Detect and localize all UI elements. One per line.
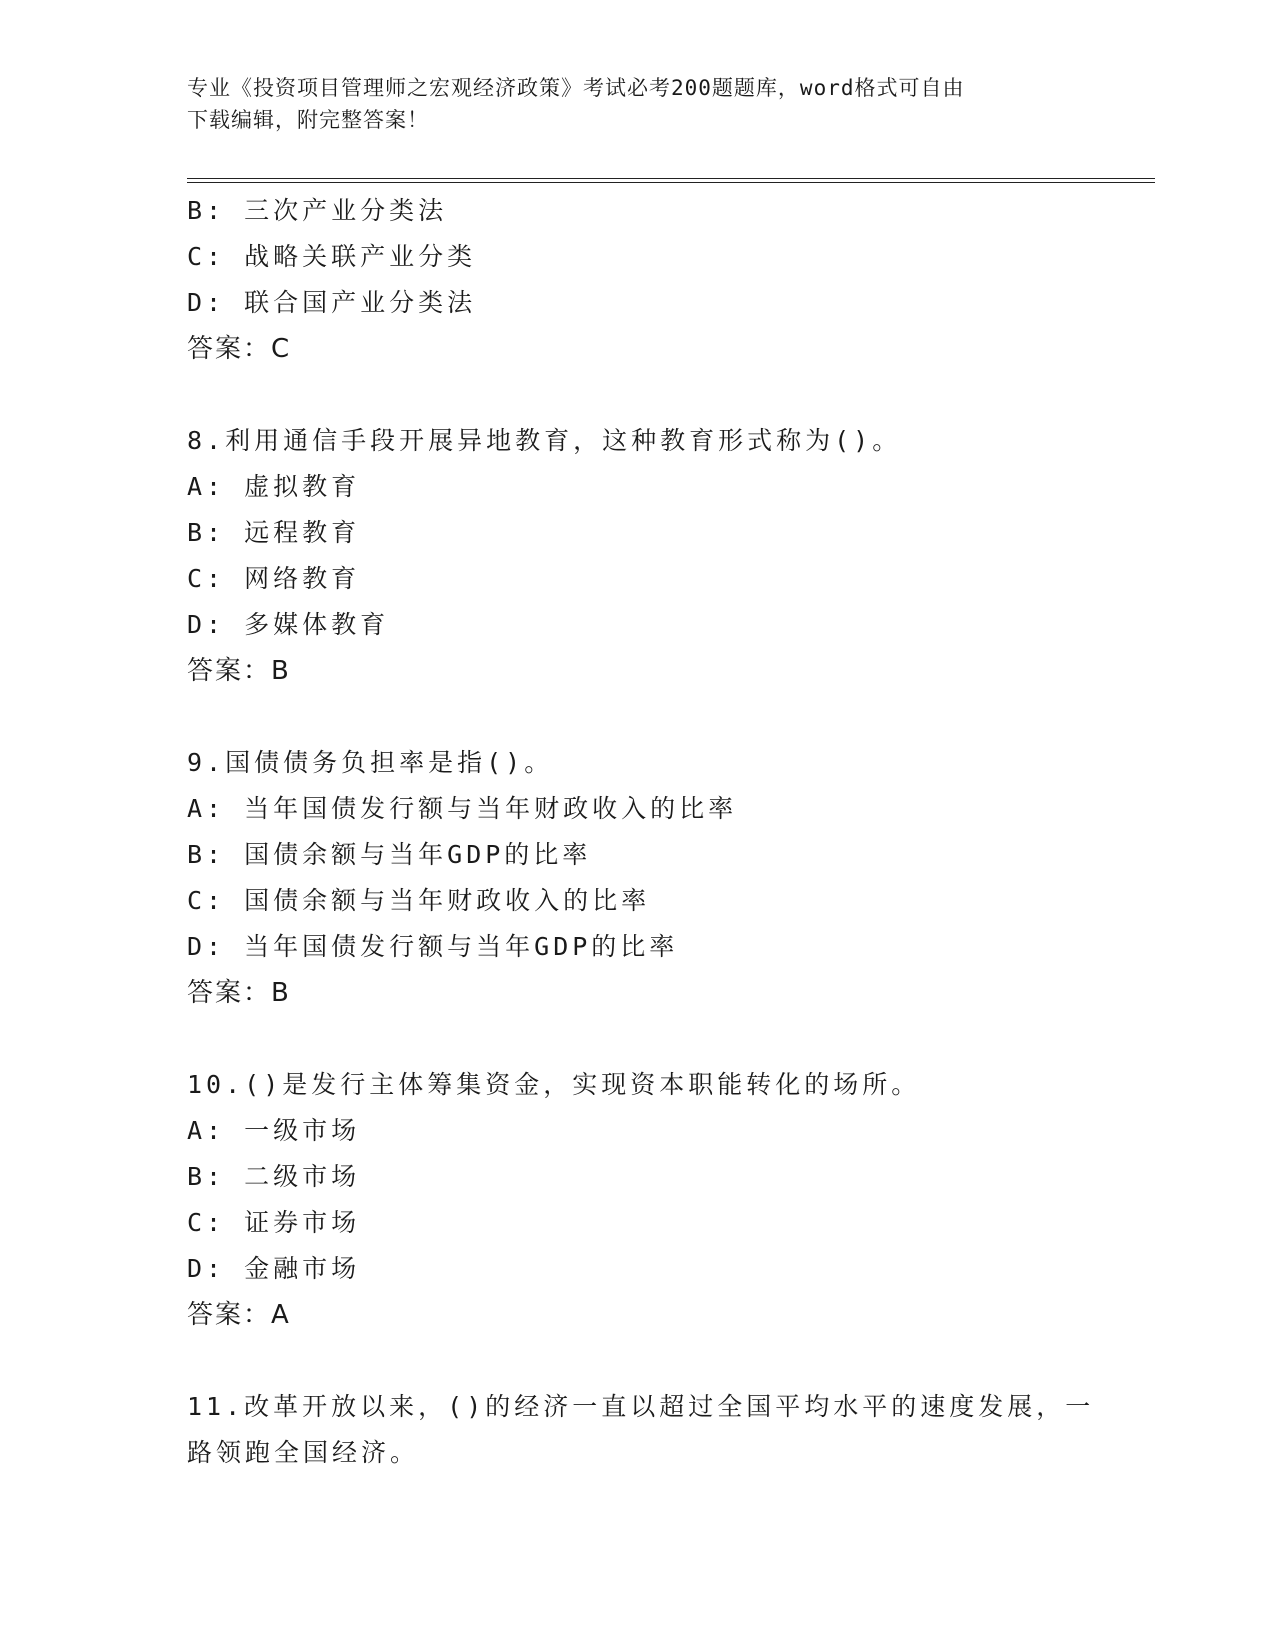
- question-stem-line-1: 11.改革开放以来，()的经济一直以超过全国平均水平的速度发展，一: [187, 1392, 1095, 1421]
- option-c: C: 证券市场: [187, 1208, 361, 1237]
- question-stem: 10.()是发行主体筹集资金，实现资本职能转化的场所。: [187, 1070, 921, 1099]
- option-a: A: 当年国债发行额与当年财政收入的比率: [187, 794, 738, 823]
- option-b: B: 三次产业分类法: [187, 196, 448, 225]
- option-a: A: 一级市场: [187, 1116, 361, 1145]
- document-header: [187, 72, 1067, 136]
- question-stem: 8.利用通信手段开展异地教育，这种教育形式称为()。: [187, 426, 902, 455]
- option-d: D: 多媒体教育: [187, 610, 390, 639]
- option-d: D: 联合国产业分类法: [187, 288, 477, 317]
- question-stem-line-2: 路领跑全国经济。: [187, 1438, 420, 1467]
- question-stem: 9.国债债务负担率是指()。: [187, 748, 554, 777]
- question-7-partial: [187, 188, 1087, 372]
- header-line-1: 专业《投资项目管理师之宏观经济政策》考试必考200题题库，word格式可自由: [187, 76, 965, 100]
- question-8: [187, 418, 1087, 694]
- option-d: D: 金融市场: [187, 1254, 361, 1283]
- option-b: B: 二级市场: [187, 1162, 361, 1191]
- answer-line: 答案：B: [187, 656, 291, 686]
- answer-line: 答案：C: [187, 334, 292, 364]
- question-11: [187, 1384, 1095, 1476]
- question-list: [187, 188, 1095, 1476]
- question-9: [187, 740, 1087, 1016]
- option-d: D: 当年国债发行额与当年GDP的比率: [187, 932, 679, 961]
- option-c: C: 网络教育: [187, 564, 361, 593]
- option-b: B: 远程教育: [187, 518, 361, 547]
- header-line-2: 下载编辑，附完整答案！: [187, 108, 429, 132]
- option-b: B: 国债余额与当年GDP的比率: [187, 840, 592, 869]
- option-a: A: 虚拟教育: [187, 472, 361, 501]
- option-c: C: 国债余额与当年财政收入的比率: [187, 886, 651, 915]
- answer-line: 答案：B: [187, 978, 291, 1008]
- option-c: C: 战略关联产业分类: [187, 242, 477, 271]
- header-divider: [187, 178, 1155, 183]
- answer-line: 答案：A: [187, 1300, 291, 1330]
- question-10: [187, 1062, 1087, 1338]
